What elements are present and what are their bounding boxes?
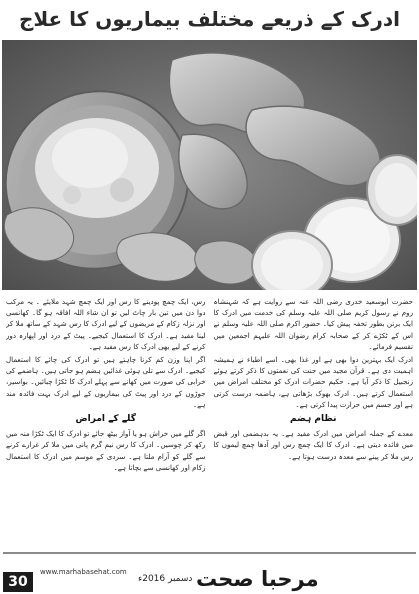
section-heading: گلے کے امراض [75, 414, 136, 425]
paragraph: رس، ایک چمچ پودینے کا رس اور ایک چمچ شہد ملایئے ۔ یہ مرکب دوا دن میں تین بار چاٹ لیں تو ان شاء اللہ افاقہ ہو گا۔ کھانسی اور نزلہ زکام کے مریضوں کے لیے ادرک کا رس شہد کے ساتھ ملا کر لینا مفید ہے۔ ادرک کا استعمال کیجیے۔ پیٹ کے درد اور اپھارہ دور کرنے کے لیے بھی ادرک کا رس مفید ہے۔ [6, 297, 206, 351]
ginger-photo-illustration [2, 40, 417, 290]
website-link[interactable]: www.marhabasehat.com [40, 568, 127, 576]
article-header [0, 0, 419, 38]
article-column-left [6, 296, 206, 546]
paragraph: حضرت ابوسعید خدری رضی اللہ عنہ سے روایت ہے کہ شہنشاہ روم نے رسول کریم صلی اللہ علیہ وسلم کی خدمت میں ادرک کا ایک برتن بطور تحفہ پیش کیا۔ حضور اکرم صلی اللہ علیہ وسلم نے اس کے ٹکڑے کر کے صحابہ کرام رضوان اللہ علیہم اجمعین میں تقسیم فرمائے۔ [213, 297, 413, 351]
article-body [6, 296, 413, 546]
paragraph: اگر گلے میں خراش ہو یا آواز بیٹھ جائے تو ادرک کا ایک ٹکڑا منہ میں رکھ کر چوسیں۔ ادرک کا رس نیم گرم پانی میں ملا کر غرارے کرنے سے گلے کو آرام ملتا ہے۔ سردی کے موسم میں ادرک کا استعمال زکام اور کھانسی سے بچاتا ہے۔ [6, 429, 206, 472]
paragraph: ادرک ایک بہترین دوا بھی ہے اور غذا بھی۔ اسے اطباء نے ہمیشہ اہمیت دی ہے۔ قرآن مجید میں جنت کی نعمتوں کا ذکر کرتے ہوئے زنجبیل کا ذکر آیا ہے۔ حکیم حضرات ادرک کو مختلف امراض میں استعمال کرتے ہیں۔ ادرک بھوک بڑھاتی ہے، ہاضمہ درست کرتی ہے اور جسم میں حرارت پیدا کرتی ہے۔ [213, 355, 413, 409]
article-column-right [214, 296, 414, 546]
section-heading: نظام ہضم [290, 414, 337, 425]
footer-divider [3, 552, 416, 554]
page-footer [0, 550, 419, 594]
magazine-brand-logo: مرحبا صحت [196, 567, 319, 591]
article-title: ادرک کے ذریعے مختلف بیماریوں کا علاج [18, 7, 401, 31]
ginger-photo [2, 40, 417, 290]
issue-date: دسمبر 2016ء [138, 574, 193, 584]
paragraph: معدے کے جملہ امراض میں ادرک مفید ہے۔ یہ بدہضمی اور قبض میں فائدہ دیتی ہے۔ ادرک کا ایک چمچ رس اور آدھا چمچ لیموں کا رس ملا کر پینے سے معدہ درست ہوتا ہے۔ [213, 429, 413, 461]
paragraph: اگر اپنا وزن کم کرنا چاہتے ہیں تو ادرک کی چائے کا استعمال کیجیے۔ ادرک سے تلی ہوئی غذائیں ہضم ہو جاتی ہیں۔ ہاضمے کی خرابی کی صورت میں کھانے سے پہلے ادرک کا ٹکڑا چبائیں۔ بواسیر، جوڑوں کے درد اور پیٹ کی بیماریوں کے لیے ادرک بہت فائدہ مند ہے۔ [6, 355, 206, 409]
page-number: 30 [3, 572, 33, 592]
